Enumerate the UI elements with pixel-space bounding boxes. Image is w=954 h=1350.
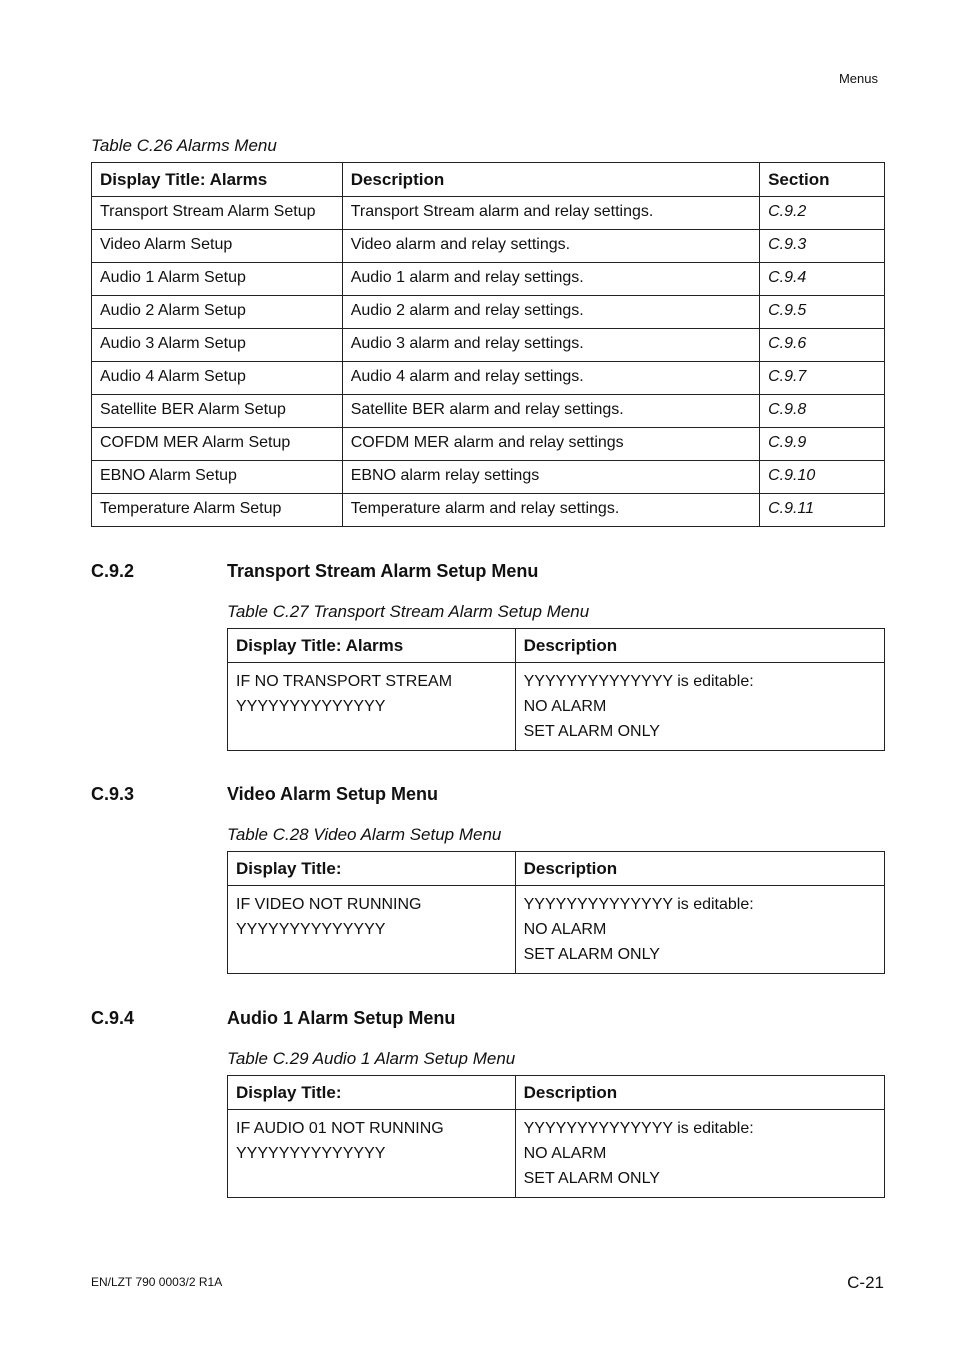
table-row (228, 886, 885, 974)
display-title-cell (228, 1110, 516, 1198)
cell-line: SET ALARM ONLY (523, 723, 660, 740)
display-title-cell: Video Alarm Setup (92, 230, 343, 263)
table-row (92, 230, 885, 263)
section-title: Video Alarm Setup Menu (227, 784, 439, 804)
table-header-row (92, 163, 885, 197)
section-title: Audio 1 Alarm Setup Menu (227, 1008, 456, 1028)
section-ref-cell: C.9.10 (760, 461, 885, 494)
column-header: Description (515, 852, 884, 886)
section-ref-cell: C.9.3 (760, 230, 885, 263)
transport-stream-alarm-table (227, 628, 885, 751)
cell-line: NO ALARM (523, 1145, 607, 1162)
display-title-cell: EBNO Alarm Setup (92, 461, 343, 494)
column-header: Description (515, 1076, 884, 1110)
display-title-cell: Transport Stream Alarm Setup (92, 197, 343, 230)
table-row (92, 428, 885, 461)
description-cell: Audio 4 alarm and relay settings. (342, 362, 759, 395)
running-header: Menus (838, 71, 878, 86)
section-ref-cell: C.9.2 (760, 197, 885, 230)
table-row (92, 395, 885, 428)
description-cell: Audio 2 alarm and relay settings. (342, 296, 759, 329)
cell-line: YYYYYYYYYYYYYY is editable: (523, 896, 754, 913)
table-row (92, 494, 885, 527)
table-header-row (228, 852, 885, 886)
section-ref-cell: C.9.11 (760, 494, 885, 527)
display-title-cell: Audio 4 Alarm Setup (92, 362, 343, 395)
cell-line: YYYYYYYYYYYYYY (236, 698, 386, 715)
display-title-cell: Audio 1 Alarm Setup (92, 263, 343, 296)
column-header: Description (342, 163, 759, 197)
table-row (228, 1110, 885, 1198)
video-alarm-table (227, 851, 885, 974)
alarms-menu-table (91, 162, 885, 527)
table-row (228, 663, 885, 751)
table-caption: Table C.29 Audio 1 Alarm Setup Menu (227, 1049, 516, 1068)
cell-line: NO ALARM (523, 921, 607, 938)
section-title: Transport Stream Alarm Setup Menu (227, 561, 539, 581)
cell-line: IF NO TRANSPORT STREAM (236, 673, 453, 690)
description-cell (515, 663, 884, 751)
section-number: C.9.3 (91, 784, 135, 804)
section-number: C.9.2 (91, 561, 135, 581)
section-ref-cell: C.9.8 (760, 395, 885, 428)
description-cell: Audio 1 alarm and relay settings. (342, 263, 759, 296)
table-header-row (228, 629, 885, 663)
display-title-cell (228, 886, 516, 974)
description-cell: COFDM MER alarm and relay settings (342, 428, 759, 461)
display-title-cell: Satellite BER Alarm Setup (92, 395, 343, 428)
page-number: C-21 (847, 1273, 884, 1292)
column-header: Description (515, 629, 884, 663)
section-ref-cell: C.9.4 (760, 263, 885, 296)
description-cell: Transport Stream alarm and relay settings. (342, 197, 759, 230)
description-cell: Video alarm and relay settings. (342, 230, 759, 263)
cell-line: SET ALARM ONLY (523, 1170, 660, 1187)
table-header-row (228, 1076, 885, 1110)
column-header: Display Title: Alarms (228, 629, 516, 663)
cell-line: YYYYYYYYYYYYYY (236, 921, 386, 938)
table-row (92, 197, 885, 230)
display-title-cell: Temperature Alarm Setup (92, 494, 343, 527)
table-row (92, 296, 885, 329)
cell-line: NO ALARM (523, 698, 607, 715)
display-title-cell: COFDM MER Alarm Setup (92, 428, 343, 461)
description-cell: Satellite BER alarm and relay settings. (342, 395, 759, 428)
document-id: EN/LZT 790 0003/2 R1A (91, 1275, 223, 1289)
column-header: Display Title: (228, 852, 516, 886)
cell-line: YYYYYYYYYYYYYY is editable: (523, 673, 754, 690)
section-ref-cell: C.9.9 (760, 428, 885, 461)
table-row (92, 329, 885, 362)
display-title-cell (228, 663, 516, 751)
section-ref-cell: C.9.7 (760, 362, 885, 395)
description-cell: Temperature alarm and relay settings. (342, 494, 759, 527)
table-row (92, 461, 885, 494)
description-cell (515, 886, 884, 974)
cell-line: IF AUDIO 01 NOT RUNNING (236, 1120, 444, 1137)
section-ref-cell: C.9.5 (760, 296, 885, 329)
table-row (92, 362, 885, 395)
description-cell: Audio 3 alarm and relay settings. (342, 329, 759, 362)
audio-1-alarm-table (227, 1075, 885, 1198)
table-caption: Table C.26 Alarms Menu (91, 136, 277, 155)
description-cell (515, 1110, 884, 1198)
section-number: C.9.4 (91, 1008, 135, 1028)
cell-line: YYYYYYYYYYYYYY (236, 1145, 386, 1162)
column-header: Section (760, 163, 885, 197)
cell-line: SET ALARM ONLY (523, 946, 660, 963)
section-ref-cell: C.9.6 (760, 329, 885, 362)
table-caption: Table C.28 Video Alarm Setup Menu (227, 825, 502, 844)
table-caption: Table C.27 Transport Stream Alarm Setup Menu (227, 602, 590, 621)
description-cell: EBNO alarm relay settings (342, 461, 759, 494)
column-header: Display Title: (228, 1076, 516, 1110)
display-title-cell: Audio 2 Alarm Setup (92, 296, 343, 329)
cell-line: IF VIDEO NOT RUNNING (236, 896, 422, 913)
table-row (92, 263, 885, 296)
column-header: Display Title: Alarms (92, 163, 343, 197)
display-title-cell: Audio 3 Alarm Setup (92, 329, 343, 362)
cell-line: YYYYYYYYYYYYYY is editable: (523, 1120, 754, 1137)
